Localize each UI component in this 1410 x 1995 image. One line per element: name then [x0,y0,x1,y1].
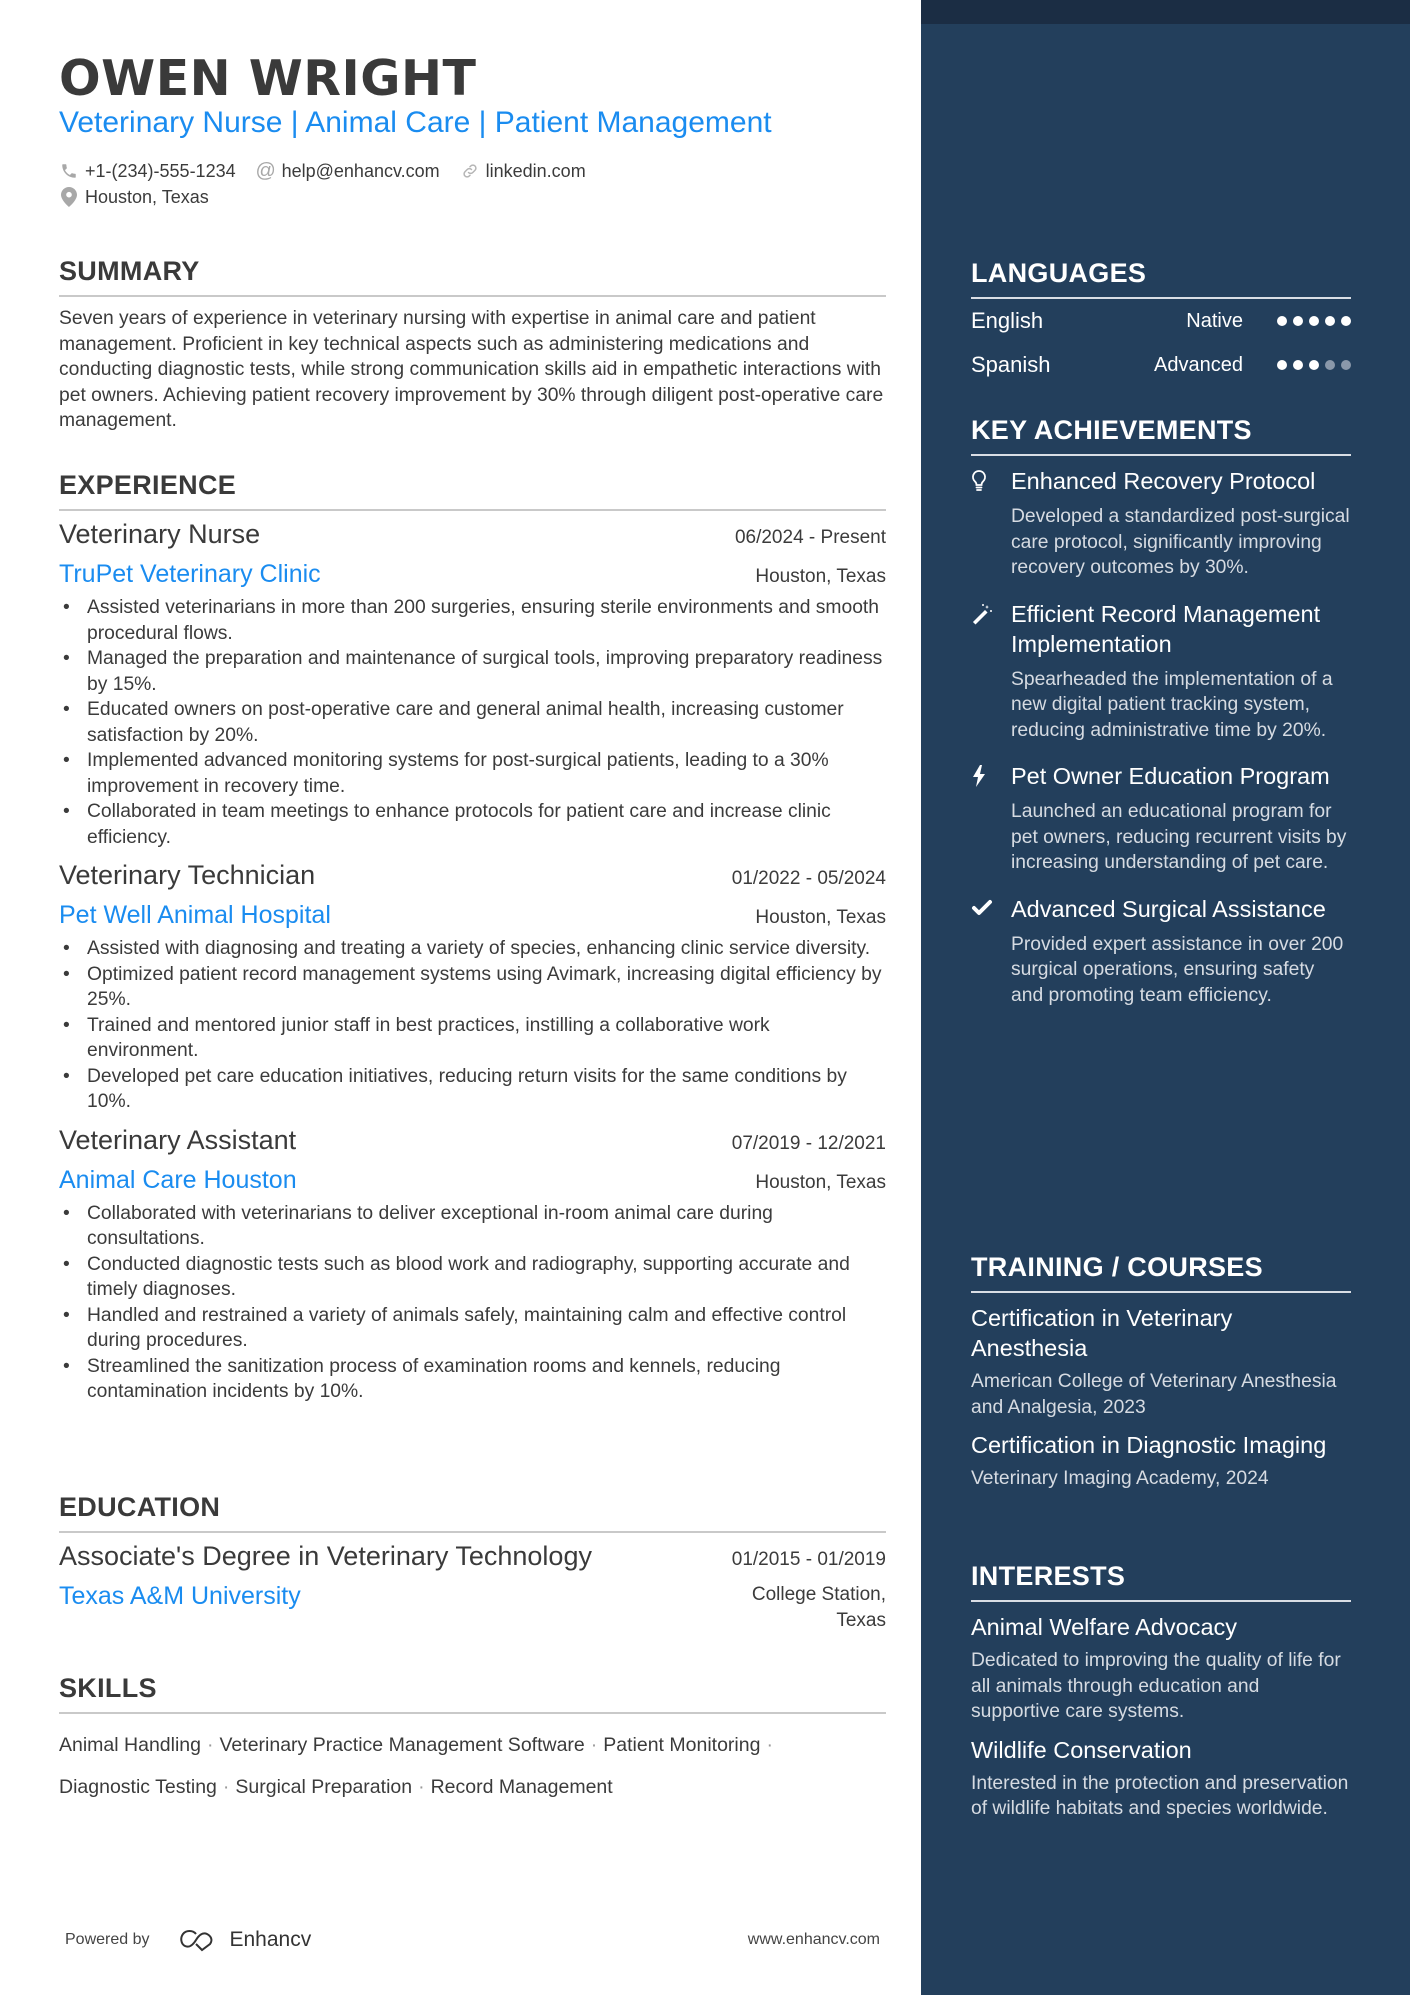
magic-wand-icon [971,599,1011,752]
bullet-item: • Developed pet care education initiatives, reducing return visits for the same conditions by 10%. [59,1064,886,1115]
divider [59,295,886,297]
bullet-item: • Trained and mentored junior staff in best practices, instilling a collaborative work environment. [59,1013,886,1064]
skill-separator: · [222,1776,230,1798]
course-item [971,1430,1351,1492]
dot-empty [1325,360,1335,370]
contact-email[interactable] [256,161,440,182]
achievement-title: Advanced Surgical Assistance [1011,895,1326,922]
achievement-title: Pet Owner Education Program [1011,763,1330,789]
dot-filled [1325,316,1335,326]
interest-title: Animal Welfare Advocacy [971,1614,1238,1640]
summary-text: Seven years of experience in veterinary nursing with expertise in animal care and patient management. Proficient in key technical aspects such as administering medications and conducting diagnostic tests, while strong communication skills aid in empathetic interactions with pet owners. Achieving patient recovery improvement by 30% through diligent post-operative care management. [59,308,884,431]
checkmark-icon [971,894,1011,1017]
section-title: KEY ACHIEVEMENTS [971,415,1252,445]
bullet-item: • Implemented advanced monitoring systems for post-surgical patients, leading to a 30% improvement in recovery time. [59,748,886,799]
phone-text: +1-(234)-555-1234 [85,160,236,181]
education-entry [59,1541,886,1634]
language-name: Spanish [971,352,1051,377]
map-pin-icon [59,187,79,207]
dot-empty [1341,360,1351,370]
experience-section [59,470,886,1405]
candidate-name: OWEN WRIGHT [59,50,477,107]
section-title: TRAINING / COURSES [971,1252,1263,1282]
school-name: Texas A&M University [59,1582,301,1610]
language-item [971,299,1351,343]
job-title: Veterinary Assistant [59,1124,297,1155]
achievements-section [971,415,1351,1016]
bullet-item: • Collaborated with veterinarians to deliver exceptional in-room animal care during consultations. [59,1201,886,1252]
bullet-item: • Collaborated in team meetings to enhance protocols for patient care and increase clinic efficiency. [59,799,886,850]
headline: Veterinary Nurse | Animal Care | Patient Management [59,106,772,139]
interests-section [971,1561,1351,1830]
job-location: Houston, Texas [755,907,886,928]
job-entry [59,1125,886,1405]
dot-filled [1341,316,1351,326]
course-provider: American College of Veterinary Anesthesia and Analgesia, 2023 [971,1371,1337,1418]
brand-name: Enhancv [229,1928,312,1951]
dot-filled [1293,316,1303,326]
job-title: Veterinary Technician [59,860,316,890]
bullet-item: • Streamlined the sanitization process of examination rooms and kennels, reducing contamination incidents by 10%. [59,1354,886,1405]
contact-info [59,158,606,210]
job-entry [59,519,886,850]
brand-logo[interactable] [176,1928,312,1952]
degree: Associate's Degree in Veterinary Technology [59,1541,592,1571]
section-title: LANGUAGES [971,258,1147,288]
education-section [59,1492,886,1634]
achievement-item [971,894,1351,1017]
proficiency-dots [1277,360,1351,370]
dot-filled [1309,316,1319,326]
language-name: English [971,308,1044,333]
contact-website[interactable] [460,161,586,182]
lightbulb-icon [971,466,1011,589]
contact-phone[interactable] [59,161,236,182]
achievement-item [971,761,1351,884]
at-icon: @ [255,159,276,182]
skills-section [59,1673,886,1808]
achievement-description: Launched an educational program for pet owners, reducing recurrent visits by increasing understanding of pet care. [1011,801,1347,873]
achievement-title: Enhanced Recovery Protocol [1011,468,1316,494]
website-text: linkedin.com [485,160,586,181]
achievement-item [971,599,1351,752]
company-name: TruPet Veterinary Clinic [59,560,321,588]
location-text: Houston, Texas [85,186,209,207]
bullet-item: • Managed the preparation and maintenance of surgical tools, improving preparatory readiness by 15%. [59,646,886,697]
languages-section [971,258,1351,387]
interest-description: Interested in the protection and preservation of wildlife habitats and species worldwide. [971,1772,1349,1819]
section-title: SKILLS [59,1673,157,1703]
divider [59,1531,886,1533]
divider [59,1712,886,1714]
bullet-item: • Assisted with diagnosing and treating a variety of species, enhancing clinic service diversity. [59,936,886,962]
interest-item [971,1735,1351,1822]
job-entry [59,860,886,1115]
bullet-item: • Assisted veterinarians in more than 200 surgeries, ensuring sterile environments and smooth procedural flows. [59,595,886,646]
job-title: Veterinary Nurse [59,519,261,549]
divider [59,509,886,511]
lightning-bolt-icon [971,761,1011,884]
sidebar-top-strip [921,0,1410,24]
job-bullets [59,936,886,1115]
summary-section [59,256,886,434]
training-section [971,1252,1351,1498]
contact-location [59,187,209,208]
divider [971,454,1351,456]
interest-item [971,1612,1351,1725]
education-dates: 01/2015 - 01/2019 [731,1549,886,1570]
achievement-item [971,466,1351,589]
proficiency-dots [1277,316,1351,326]
interest-title: Wildlife Conservation [971,1736,1192,1763]
job-bullets [59,595,886,850]
job-location: Houston, Texas [755,566,886,587]
dot-filled [1309,360,1319,370]
achievement-title: Efficient Record Management Implementation [1011,600,1321,657]
enhancv-logo-icon [176,1928,222,1952]
divider [971,1291,1351,1293]
divider [971,1600,1351,1602]
dot-filled [1277,360,1287,370]
course-provider: Veterinary Imaging Academy, 2024 [971,1468,1269,1489]
skill-item: Diagnostic Testing [59,1776,217,1798]
skill-item: Animal Handling [59,1734,201,1756]
dot-filled [1293,360,1303,370]
section-title: EDUCATION [59,1492,221,1522]
company-name: Pet Well Animal Hospital [59,901,331,929]
bullet-item: • Educated owners on post-operative care and general animal health, increasing customer satisfaction by 20%. [59,697,886,748]
bullet-item: • Optimized patient record management systems using Avimark, increasing digital efficiency by 25%. [59,962,886,1013]
section-title: SUMMARY [59,256,200,286]
section-title: EXPERIENCE [59,470,237,500]
achievement-description: Spearheaded the implementation of a new digital patient tracking system, reducing administrative time by 20%. [1011,668,1333,741]
skill-separator: · [766,1734,773,1756]
skill-item: Patient Monitoring [603,1734,761,1756]
job-dates: 06/2024 - Present [734,527,886,548]
interest-description: Dedicated to improving the quality of life for all animals through education and supportive care systems. [971,1650,1341,1722]
achievement-description: Provided expert assistance in over 200 surgical operations, ensuring safety and promoting team efficiency. [1011,933,1344,1006]
job-dates: 07/2019 - 12/2021 [731,1132,886,1154]
language-item [971,343,1351,387]
email-text: help@enhancv.com [281,160,440,181]
bullet-item: • Conducted diagnostic tests such as blood work and radiography, supporting accurate and timely diagnoses. [59,1252,886,1303]
language-level: Advanced [1154,353,1243,376]
footer [65,1928,880,1952]
bullet-item: • Handled and restrained a variety of animals safely, maintaining calm and effective control during procedures. [59,1303,886,1354]
section-title: INTERESTS [971,1561,1126,1591]
phone-icon [59,161,79,181]
skill-separator: · [590,1734,598,1756]
skills-list [59,1724,886,1808]
education-location: College Station, Texas [751,1584,886,1631]
powered-by-label: Powered by [65,1931,150,1948]
skill-separator: · [207,1734,214,1756]
language-level: Native [1186,309,1243,332]
job-dates: 01/2022 - 05/2024 [731,868,886,889]
dot-filled [1277,316,1287,326]
job-location: Houston, Texas [755,1171,886,1193]
course-title: Certification in Diagnostic Imaging [971,1432,1327,1458]
skill-item: Veterinary Practice Management Software [219,1734,585,1756]
course-item [971,1303,1351,1420]
company-name: Animal Care Houston [59,1165,297,1194]
skill-item: Surgical Preparation [235,1776,413,1798]
footer-url[interactable]: www.enhancv.com [747,1931,880,1948]
achievement-description: Developed a standardized post-surgical care protocol, significantly improving recovery outcomes by 30%. [1011,506,1350,578]
skill-item: Record Management [430,1776,613,1798]
skill-separator: · [418,1776,425,1798]
job-bullets [59,1201,886,1405]
link-icon [460,161,480,181]
course-title: Certification in Veterinary Anesthesia [971,1305,1233,1361]
